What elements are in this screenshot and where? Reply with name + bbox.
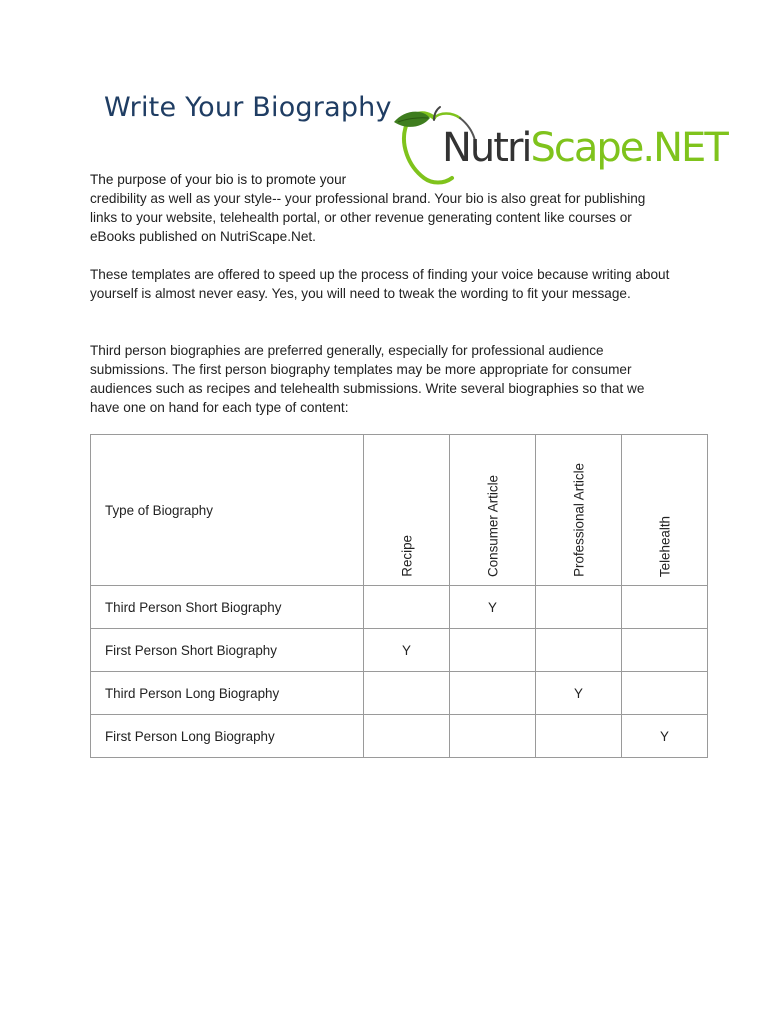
column-header-professional-article bbox=[536, 435, 622, 586]
table-cell bbox=[622, 586, 708, 629]
table-cell: Y bbox=[622, 715, 708, 758]
column-header-consumer-article bbox=[450, 435, 536, 586]
table-cell bbox=[364, 672, 450, 715]
type-of-biography-header: Type of Biography bbox=[91, 435, 364, 586]
logo-text bbox=[442, 126, 727, 170]
table-row bbox=[91, 715, 708, 758]
table-cell: Y bbox=[364, 629, 450, 672]
table-row bbox=[91, 629, 708, 672]
column-header-recipe bbox=[364, 435, 450, 586]
table-cell: Y bbox=[450, 586, 536, 629]
table-cell bbox=[536, 629, 622, 672]
table-header-row bbox=[91, 435, 708, 586]
nutriscape-logo bbox=[390, 104, 727, 188]
table-cell bbox=[364, 586, 450, 629]
column-label-professional-article: Professional Article bbox=[571, 463, 586, 577]
row-label: First Person Short Biography bbox=[91, 629, 364, 672]
page-title: Write Your Biography bbox=[104, 92, 392, 123]
column-header-telehealth bbox=[622, 435, 708, 586]
table-cell bbox=[364, 715, 450, 758]
table-row bbox=[91, 586, 708, 629]
table-cell bbox=[450, 715, 536, 758]
biography-table bbox=[90, 434, 708, 758]
logo-text-nutri: Nutri bbox=[442, 125, 531, 171]
logo-text-scape: Scape.NET bbox=[530, 125, 727, 171]
table-cell bbox=[450, 672, 536, 715]
table-cell bbox=[536, 715, 622, 758]
table-cell bbox=[450, 629, 536, 672]
third-person-paragraph: Third person biographies are preferred generally, especially for professional audience submissions. The first person biography templates may be more appropriate for consumer audiences such as recipes and telehealth submissions. Write several biographies so that we have one on hand for each type of content: bbox=[90, 343, 645, 415]
column-label-consumer-article: Consumer Article bbox=[485, 475, 500, 577]
table-row bbox=[91, 672, 708, 715]
column-label-recipe: Recipe bbox=[399, 535, 414, 577]
intro-paragraph: credibility as well as your style-- your professional brand. Your bio is also great for publishing links to your website, telehealth portal, or other revenue generating content like courses or eBooks published on NutriScape.Net. bbox=[90, 191, 646, 244]
row-label: First Person Long Biography bbox=[91, 715, 364, 758]
table-cell: Y bbox=[536, 672, 622, 715]
intro-paragraph-first-line: The purpose of your bio is to promote your bbox=[90, 172, 347, 187]
templates-paragraph: These templates are offered to speed up the process of finding your voice because writing about yourself is almost never easy. Yes, you will need to tweak the wording to fit your message. bbox=[90, 267, 670, 301]
row-label: Third Person Long Biography bbox=[91, 672, 364, 715]
row-label: Third Person Short Biography bbox=[91, 586, 364, 629]
table-cell bbox=[536, 586, 622, 629]
table-cell bbox=[622, 629, 708, 672]
table-cell bbox=[622, 672, 708, 715]
column-label-telehealth: Telehealth bbox=[657, 515, 672, 577]
